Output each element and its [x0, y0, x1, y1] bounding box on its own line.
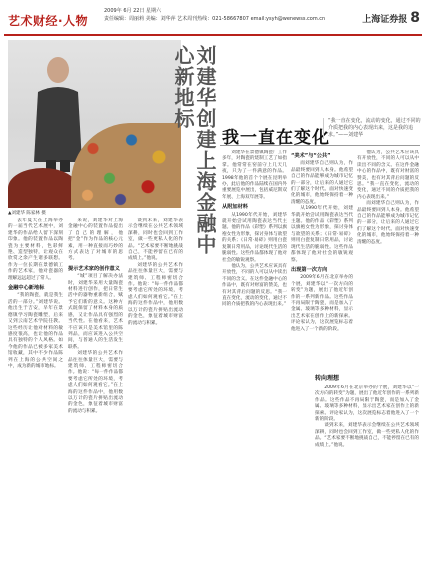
header-meta	[104, 7, 354, 23]
artist-photo	[8, 40, 181, 208]
subhead-1: 提示艺术家的创作意义	[68, 265, 120, 272]
paragraph: “城”项目了解决办法时，刘建华采用大量陶瓷材料进行创作，把日常生活中的器物重新组合，赋予它们新的意义。这种方式既保留了材料本身的质感，又让作品具有强烈的当代性。在他看来，艺术不应该只是美术馆里的陈列品，而应该进入公共空间，与普通人的生活发生联系。	[68, 274, 123, 350]
text-column-1	[8, 218, 63, 573]
newspaper-name: 上海证券报	[362, 15, 408, 25]
text-column-6	[357, 150, 419, 370]
subhead-4: 出现第一次方向	[291, 266, 328, 273]
subhead-intro: 金融中心新地标	[8, 285, 45, 292]
paragraph: 从1990年代开始，刘建华就开始尝试用陶瓷表达当代主题。他的作品《彩塑》系列以旗袍女性为形象，探讨身体与欲望的关系；《日常·易碎》则用白瓷复制日常用品，讨论现代生活的脆弱性。这些作品都体现了他对社会的敏锐观察。	[291, 206, 353, 263]
paragraph: 2009年6月在北京举办的个展，刘建华以“一次方向的转变”为题，展出了他近年创作的一系列新作品。这些作品不再局限于陶瓷，而是加入了金属、玻璃等多种材料，显示出艺术家在创作上的新探索。评论家认为，这次展览标志着他进入了一个新的阶段。	[291, 275, 353, 332]
paragraph: 去年夏天在上海举办的一届当代艺术展中，刘建华的作品给人留下深刻印象。他的装置作品以陶瓷为主要材料，色彩鲜艳、造型独特，让观众在欣赏之余产生诸多联想。作为一位长期在景德镇工作的艺术家，他对瓷器的理解远远超过了常人。	[8, 218, 63, 281]
photo-caption: ▲刘建华 陈家林 摄	[8, 211, 46, 216]
header-right	[362, 10, 420, 26]
header-editors: 责任编辑：周丽莉 美编：刘华萍 艺术周刊热线：021-58667807 email:ysyh@wenewss.com.cn	[104, 16, 326, 22]
subhead-5: 转向理想	[315, 375, 340, 382]
paragraph: 刘建华在景德镇陶瓷厂工作多年，对陶瓷的烧制工艺了如指掌。他常常在窑前守上几天几夜，只为了一件满意的作品。1998年他的首个个展在昆明举办，此后他的作品陆续在国内外重要展览中展出，包括威尼斯双年展、上海双年展等。	[222, 150, 287, 200]
text-column-3	[128, 218, 183, 573]
paragraph: 谈到未来，刘建华表示会继续在公共艺术领域深耕，同时也会回到工作室，做一些更私人化的作品。“艺术家要不断地挑战自己，不能停留在已有的成绩上。”他说。	[128, 218, 183, 262]
text-column-2	[68, 218, 123, 573]
paragraph: 而刘建华自己则认为，作品最终要回到人本身。他希望自己的作品能够成为城市记忆的一部分，让后来的人通过它们了解这个时代。面对快速变化的城市，他始终保持着一种清醒的态度。	[357, 201, 419, 245]
subhead-3: “美术”与“公共”	[291, 153, 331, 159]
paragraph: 他认为，公共艺术应该具有开放性，不同的人可以从中读出不同的含义。在这件金融中心的作品中，既有对财富的赞美，也有对其背后问题的反思。“我一直在变化，流动的变化，通过不同的介质把我的内心表现出来。”	[222, 263, 287, 308]
page-header	[4, 4, 422, 36]
page-number: 8	[410, 10, 420, 26]
paragraph: 2009年6月在北京举办的个展，刘建华以“一次方向的转变”为题，展出了他近年创作的一系列新作品。这些作品不再局限于陶瓷，而是加入了金属、玻璃等多种材料，显示出艺术家在创作上的新探索。评论家认为，这次展览标志着他进入了一个新的阶段。	[315, 385, 419, 423]
pull-quote: “我一直在变化，流动的变化，通过不同的介质把我的内心表现出来，这是我的追求。”——刘建华	[323, 118, 423, 139]
vertical-headline: 刘建华创建上海金融中心新地标	[171, 45, 217, 255]
paragraph: 他认为，公共艺术应该具有开放性，不同的人可以从中读出不同的含义。在这件金融中心的作品中，既有对财富的赞美，也有对其背后问题的反思。“我一直在变化，流动的变化，通过不同的介质把我的内心表现出来。”	[357, 150, 419, 200]
subhead-2: 从附加材料	[222, 204, 248, 211]
paragraph: 来说，刘建华对上海金融中心的装置作品提出了自己的理解，他把“金”作为作品的核心元素，用一种直接而巧妙的方式表达了对城市的思考。	[68, 218, 123, 262]
divider	[220, 145, 420, 146]
paragraph: 而刘建华自己则认为，作品最终要回到人本身。他希望自己的作品能够成为城市记忆的一部分，让后来的人通过它们了解这个时代。面对快速变化的城市，他始终保持着一种清醒的态度。	[291, 161, 353, 205]
paragraph: 刘建华的公共艺术作品往往体量巨大，需要与建筑师、工程师密切合作。他说：“每一件作品都要考虑它所处的环境，考虑人们如何观看它。”在上海的这件作品中，他用数以万计的瓷片拼贴出流动的金色，象征着城市财富的流动与积累。	[68, 351, 123, 414]
text-column-7	[315, 385, 419, 575]
ceramic-bowl	[8, 168, 78, 208]
text-column-4	[222, 150, 287, 550]
paragraph: 刘建华的公共艺术作品往往体量巨大，需要与建筑师、工程师密切合作。他说：“每一件作品都要考虑它所处的环境，考虑人们如何观看它。”在上海的这件作品中，他用数以万计的瓷片拼贴出流动的金色，象征着城市财富的流动与积累。	[128, 262, 183, 326]
main-headline: 我一直在变化	[222, 128, 330, 148]
section-brand: 艺术财经·人物	[8, 14, 89, 28]
paragraph: 谈到未来，刘建华表示会继续在公共艺术领域深耕，同时也会回到工作室，做一些更私人化的作品。“艺术家要不断地挑战自己，不能停留在已有的成绩上。”他说。	[315, 423, 419, 448]
header-date: 2009年 6月 22日 星期六	[104, 8, 162, 14]
paragraph: 从1990年代开始，刘建华就开始尝试用陶瓷表达当代主题。他的作品《彩塑》系列以旗袍女性为形象，探讨身体与欲望的关系；《日常·易碎》则用白瓷复制日常用品，讨论现代生活的脆弱性。这些作品都体现了他对社会的敏锐观察。	[222, 212, 287, 263]
paragraph: “我的陶瓷，就是我生活的一部分。”刘建华说。他出生于吉安，早年在景德镇学习陶瓷雕塑，后来又到云南艺术学院任教。这些经历让他对材料的敏感度很高，也让他的作品具有独特的个人风格。如今他的作品已被多家美术馆收藏，其中不少作品陈列在上海的公共空间之中，成为新的城市地标。	[8, 293, 63, 369]
